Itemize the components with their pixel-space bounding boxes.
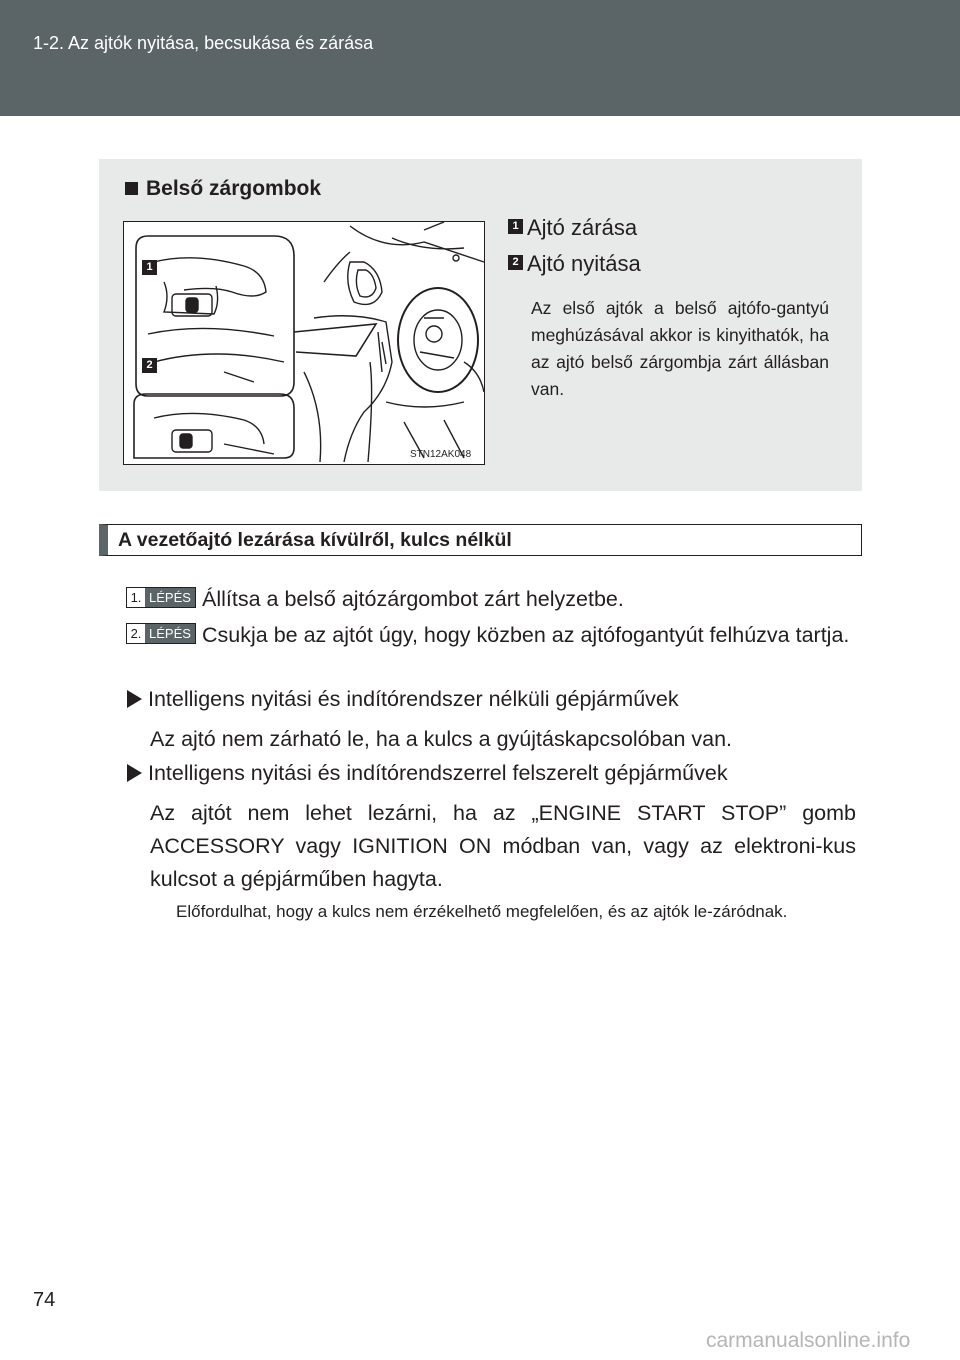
door-interior-drawing — [124, 222, 486, 466]
chapter-title: 1-2. Az ajtók nyitása, becsukása és zárása — [33, 33, 374, 53]
legend-label-2: Ajtó nyitása — [527, 251, 641, 276]
variant-heading-2 — [127, 761, 728, 786]
box-title — [125, 177, 321, 201]
callout-badge-1: 1 — [142, 260, 157, 275]
step-label: LÉPÉS — [145, 588, 195, 607]
variant-title: Intelligens nyitási és indítórendszerrel felszerelt gépjárművek — [148, 761, 728, 785]
step-badge-1 — [126, 587, 196, 608]
step-label: LÉPÉS — [145, 624, 195, 643]
variant-text-2: Az ajtót nem lehet lezárni, ha az „ENGINE START STOP” gomb ACCESSORY vagy IGNITION ON módban van, vagy az elektroni-kus kulcsot a gépjárműben hagyta. — [150, 801, 856, 891]
variant-heading-1 — [127, 687, 679, 712]
variant-title: Intelligens nyitási és indítórendszer nélküli gépjárművek — [148, 687, 679, 711]
square-bullet-icon — [125, 182, 138, 195]
step-number: 2. — [130, 626, 142, 641]
triangle-bullet-icon — [127, 764, 142, 782]
variant-text-1: Az ajtó nem zárható le, ha a kulcs a gyújtáskapcsolóban van. — [150, 727, 733, 751]
section-note: Előfordulhat, hogy a kulcs nem érzékelhető megfelelően, és az ajtók le-záródnak. — [176, 902, 788, 921]
box-note: Az első ajtók a belső ajtófo-gantyú meghúzásával akkor is kinyithatók, ha az ajtó belső zárgombja zárt állásban van. — [531, 298, 829, 399]
door-lock-illustration — [123, 221, 485, 465]
legend-badge-1: 1 — [508, 219, 523, 234]
page-header — [0, 0, 960, 116]
box-title-text: Belső zárgombok — [146, 177, 322, 200]
legend-item-unlock — [508, 251, 641, 277]
legend-item-lock — [508, 215, 637, 241]
info-box — [99, 159, 862, 491]
figure-code: STN12AK048 — [410, 449, 472, 460]
watermark: carmanualsonline.info — [706, 1329, 911, 1352]
callout-badge-2: 2 — [142, 358, 157, 373]
page-number: 74 — [33, 1289, 56, 1311]
legend-label-1: Ajtó zárása — [527, 215, 638, 240]
step-text: Csukja be az ajtót úgy, hogy közben az ajtófogantyút felhúzva tartja. — [202, 623, 850, 647]
section-heading-text: A vezetőajtó lezárása kívülről, kulcs nélkül — [118, 529, 512, 551]
legend-badge-2: 2 — [508, 255, 523, 270]
step-badge-2 — [126, 623, 196, 644]
triangle-bullet-icon — [127, 690, 142, 708]
section-heading — [99, 524, 862, 556]
step-number: 1. — [130, 590, 142, 605]
step-text: Állítsa a belső ajtózárgombot zárt helyzetbe. — [202, 587, 624, 611]
